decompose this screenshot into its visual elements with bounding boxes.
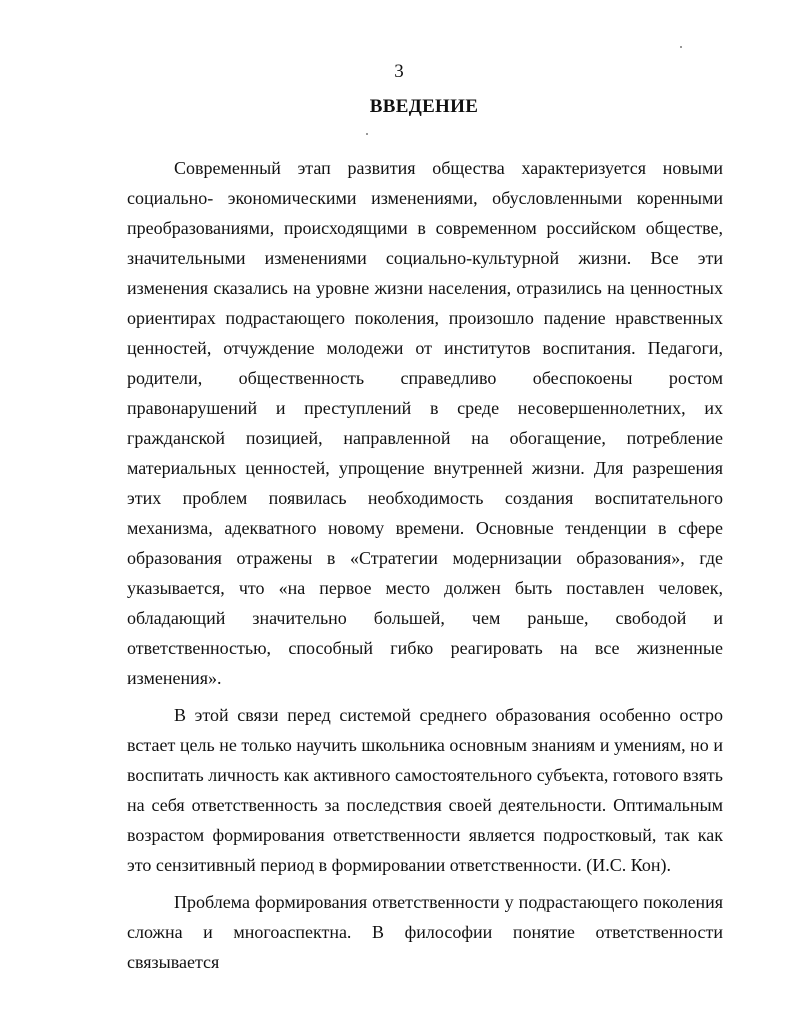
paragraph-2: В этой связи перед системой среднего образования особенно остро встает цель не только научить школьника основным знаниям и умениям, но и воспитать личность как активного самостоятельного субъекта, готового взять на себя ответственность за последствия своей деятельности. Оптимальным возрастом формирования ответственности является подростковый, так как это сензитивный период в формировании ответственности. (И.С. Кон).: [127, 705, 723, 875]
scan-speck: [680, 46, 682, 48]
paragraph-1: Современный этап развития общества характеризуется новыми социально- экономическими изменениями, обусловленными коренными преобразованиями, происходящими в современном российском обществе, значительными изменениями социально-культурной жизни. Все эти изменения сказались на уровне жизни населения, отразились на ценностных ориентирах подрастающего поколения, произошло падение нравственных ценностей, отчуждение молодежи от институтов воспитания. Педагоги, родители, общественность справедливо обеспокоены ростом правонарушений и преступлений в среде несовершеннолетних, их гражданской позицией, направленной на обогащение, потребление материальных ценностей, упрощение внутренней жизни. Для разрешения этих проблем появилась необходимость создания воспитательного механизма, адекватного новому времени. Основные тенденции в сфере образования отражены в «Стратегии модернизации образования», где указывается, что «на первое место должен быть поставлен человек, обладающий значительно большей, чем раньше, свободой и ответственностью, способный гибко реагировать на все жизненные изменения».: [127, 158, 723, 688]
body-text: [127, 153, 723, 977]
section-heading: ВВЕДЕНИЕ: [369, 96, 479, 117]
paragraph-3: Проблема формирования ответственности у подрастающего поколения сложна и многоаспектна. В философии понятие ответственности связывается: [127, 892, 723, 972]
scan-speck: [366, 133, 368, 135]
page-number: 3: [394, 61, 404, 82]
